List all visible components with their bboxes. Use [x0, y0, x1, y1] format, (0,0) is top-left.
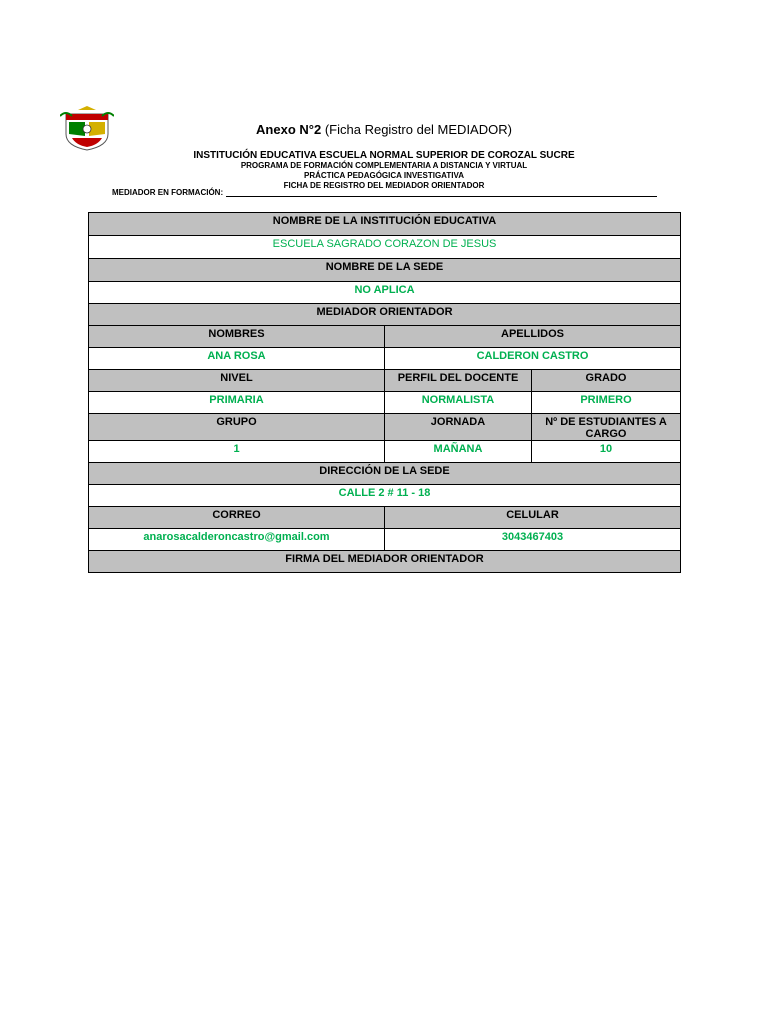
- address-value: CALLE 2 # 11 - 18: [89, 485, 681, 507]
- shift-label: JORNADA: [385, 414, 532, 441]
- email-label: CORREO: [89, 507, 385, 529]
- phone-label: CELULAR: [385, 507, 681, 529]
- email-value: anarosacalderoncastro@gmail.com: [89, 529, 385, 551]
- title-bold: Anexo N°2: [256, 122, 322, 137]
- phone-value: 3043467403: [385, 529, 681, 551]
- profile-value: NORMALISTA: [385, 392, 532, 414]
- surnames-value: CALDERON CASTRO: [385, 348, 681, 370]
- site-label: NOMBRE DE LA SEDE: [89, 259, 681, 282]
- profile-label: PERFIL DEL DOCENTE: [385, 370, 532, 392]
- mediator-in-training-underline: [226, 188, 657, 197]
- document-header: [0, 150, 768, 191]
- registration-form-table: [88, 212, 681, 573]
- address-label: DIRECCIÓN DE LA SEDE: [89, 463, 681, 485]
- site-value: NO APLICA: [89, 282, 681, 304]
- grade-label: GRADO: [532, 370, 681, 392]
- mediator-in-training-label: MEDIADOR EN FORMACIÓN:: [112, 188, 224, 197]
- title-rest: (Ficha Registro del MEDIADOR): [324, 122, 512, 137]
- group-value: 1: [89, 441, 385, 463]
- group-label: GRUPO: [89, 414, 385, 441]
- institution-heading: INSTITUCIÓN EDUCATIVA ESCUELA NORMAL SUPERIOR DE COROZAL SUCRE: [193, 150, 575, 161]
- page-title: [0, 122, 768, 137]
- program-heading: PROGRAMA DE FORMACIÓN COMPLEMENTARIA A DISTANCIA Y VIRTUAL: [240, 161, 528, 170]
- institution-label: NOMBRE DE LA INSTITUCIÓN EDUCATIVA: [89, 213, 681, 236]
- signature-label: FIRMA DEL MEDIADOR ORIENTADOR: [89, 551, 681, 573]
- names-value: ANA ROSA: [89, 348, 385, 370]
- sheet-heading: FICHA DE REGISTRO DEL MEDIADOR ORIENTADOR: [283, 181, 485, 190]
- grade-value: PRIMERO: [532, 392, 681, 414]
- shift-value: MAÑANA: [385, 441, 532, 463]
- students-label: Nº DE ESTUDIANTES A CARGO: [532, 414, 681, 441]
- surnames-label: APELLIDOS: [385, 326, 681, 348]
- level-value: PRIMARIA: [89, 392, 385, 414]
- practice-heading: PRÁCTICA PEDAGÓGICA INVESTIGATIVA: [303, 171, 464, 180]
- mediator-label: MEDIADOR ORIENTADOR: [89, 304, 681, 326]
- mediator-in-training-field: [112, 188, 657, 197]
- students-value: 10: [532, 441, 681, 463]
- institution-value: ESCUELA SAGRADO CORAZON DE JESUS: [89, 236, 681, 259]
- names-label: NOMBRES: [89, 326, 385, 348]
- level-label: NIVEL: [89, 370, 385, 392]
